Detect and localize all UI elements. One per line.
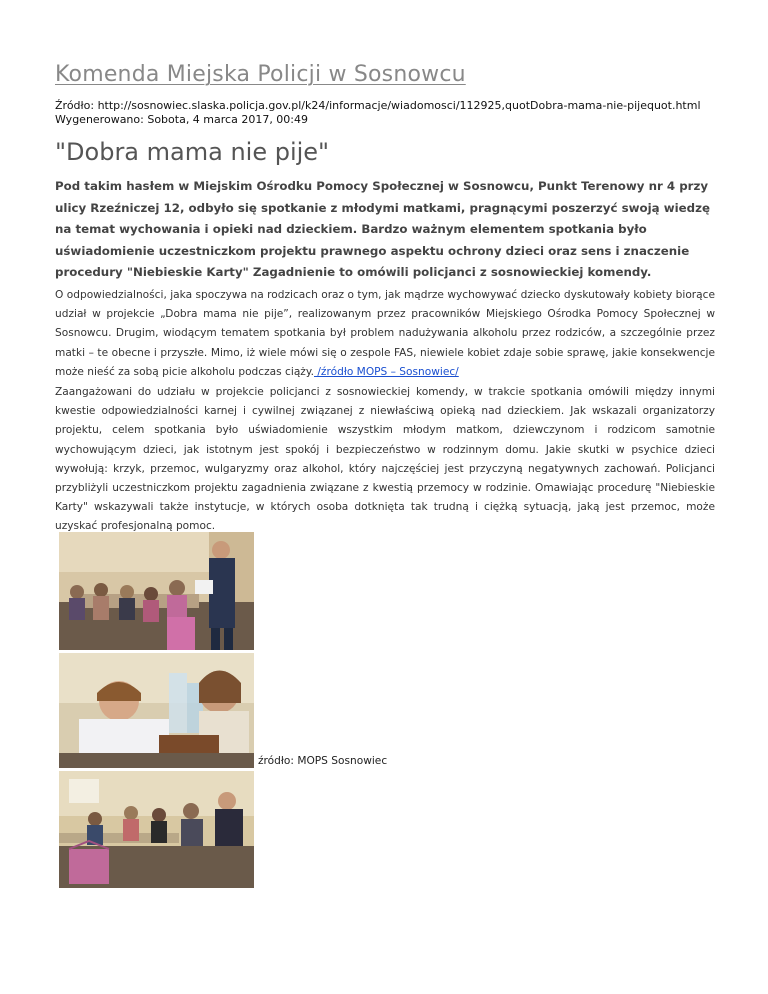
document-meta xyxy=(55,99,701,127)
article-lead: Pod takim hasłem w Miejskim Ośrodku Pomocy Społecznej w Sosnowcu, Punkt Terenowy nr 4 przy ulicy Rzeźniczej 12, odbyło się spotkanie z młodymi matkami, pragnącymi poszerzyć swoją wiedzę na temat wychowania i opieki nad dzieckiem. Bardzo ważnym elementem spotkania było uświadomienie uczestniczkom projektu prawnego aspektu ochrony dzieci oraz sens i znaczenie procedury "Niebieskie Karty" Zagadnienie to omówili policjanci z sosnowieckiej komendy. xyxy=(55,179,710,279)
meeting-photo-3 xyxy=(59,771,254,888)
paragraph-1-text: O odpowiedzialności, jaka spoczywa na rodzicach oraz o tym, jak mądrze wychowywać dziecko dyskutowały kobiety biorące udział w projekcie „Dobra mama nie pije”, realizowanym przez pracowników Miejskiego Ośrodka Pomocy Społecznej w Sosnowcu. Drugim, wiodącym tematem spotkania był problem nadużywania alkoholu przez rodziców, a szczególnie przez matki – te obecne i przyszłe. Mimo, iż wiele mówi się o zespole FAS, niewiele kobiet zdaje sobie sprawę, jakie konsekwencje może nieść za sobą picie alkoholu podczas ciąży. xyxy=(55,289,715,378)
article-paragraph-1 xyxy=(55,286,715,382)
source-link[interactable]: /źródło MOPS – Sosnowiec/ xyxy=(314,365,459,378)
meeting-photo-1 xyxy=(59,532,254,650)
site-title: Komenda Miejska Policji w Sosnowcu xyxy=(55,62,466,87)
generated-line: Wygenerowano: Sobota, 4 marca 2017, 00:49 xyxy=(55,113,309,126)
article-paragraph-2: Zaangażowani do udziału w projekcie policjanci z sosnowieckiej komendy, w trakcie spotkania omówili między innymi kwestie odpowiedzialności karnej i cywilnej związanej z niewłaściwą opieką nad dzieckiem. Jak wskazali organizatorzy projektu, celem spotkania było uświadomienie wszystkim młodym matkom, dziewczynom i rodzicom samotnie wychowującym dzieci, jak istotnym jest spokój i bezpieczeństwo w rodzinnym domu. Jakie skutki w psychice dzieci wywołują: krzyk, przemoc, wulgaryzmy oraz alkohol, który najczęściej jest przyczyną negatywnych zachowań. Policjanci przybliżyli uczestniczkom projektu zagadnienia związane z kwestią przemocy w rodzinie. Omawiając procedurę "Niebieskie Karty" wskazywali także instytucje, w których osoba dotknięta tak trudną i ciężką sytuacją, jaką jest przemoc, może uzyskać profesjonalną pomoc. xyxy=(55,386,715,533)
article-title: "Dobra mama nie pije" xyxy=(55,138,330,166)
meeting-photo-2 xyxy=(59,653,254,768)
photo-caption: źródło: MOPS Sosnowiec xyxy=(258,755,388,767)
source-line: Źródło: http://sosnowiec.slaska.policja.gov.pl/k24/informacje/wiadomosci/112925,quotDobra-mama-nie-pijequot.html xyxy=(55,99,701,112)
